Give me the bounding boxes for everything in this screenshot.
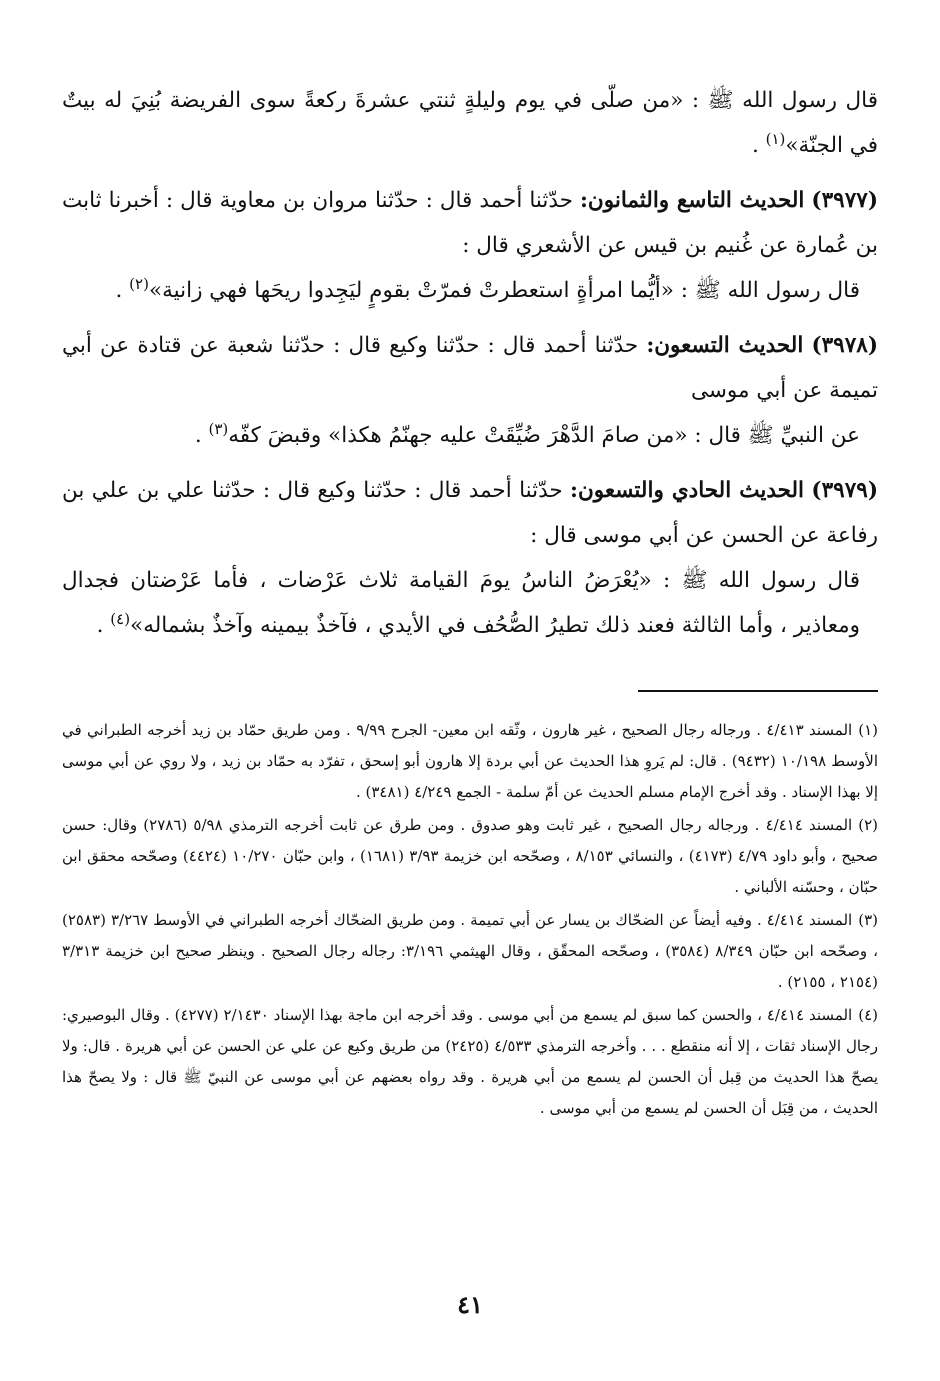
- footnote-2: [62, 810, 878, 903]
- hadith-number: (٣٩٧٧): [811, 188, 878, 213]
- hadith-number: (٣٩٧٨): [811, 333, 879, 358]
- hadith-text: قال رسول الله ﷺ : «أيُّما امرأةٍ استعطرتْ فمرّتْ بقومٍ ليَجِدوا ريحَها فهي زانية»: [148, 278, 860, 303]
- footnote-number: (٢): [858, 816, 879, 834]
- isnad-text: حدّثنا أحمد قال : حدّثنا وكيع قال : حدّثنا شعبة عن قتادة عن أبي تميمة عن أبي موسى: [62, 333, 878, 403]
- footnotes: [62, 715, 878, 1126]
- footnote-text: المسند ٤/٤١٣ . ورجاله رجال الصحيح ، غير هارون ، وثّقه ابن معين- الجرح ٩/٩٩ . ومن طريق حمّاد بن زيد أخرجه الطبراني في الأوسط ١٠/١٩٨ (٩٤٣٢) . قال: لم يَروِ هذا الحديث عن أبي بردة إلا هارون أبو إسحق ، تفرّد به حمّاد بن زيد ، ولا روي عن أبي موسى إلا بهذا الإسناد . وقد أخرج الإمام مسلم الحديث عن أمّ سلمة - الجمع ٤/٢٤٩ (٣٤٨١) .: [62, 721, 879, 801]
- footnote-separator: [638, 690, 878, 692]
- isnad-text: حدّثنا أحمد قال : حدّثنا مروان بن معاوية قال : أخبرنا ثابت بن عُمارة عن غُنيم بن قيس عن الأشعري قال :: [62, 188, 878, 258]
- footnote-ref: (١): [765, 129, 786, 148]
- footnote-number: (٣): [858, 911, 879, 929]
- footnote-1: [62, 715, 878, 808]
- main-text: [62, 78, 878, 648]
- hadith-title: الحديث التاسع والثمانون:: [580, 188, 805, 213]
- hadith-text: عن النبيِّ ﷺ قال : «من صامَ الدَّهْرَ ضُيِّقَتْ عليه جهنّمُ هكذا» وقبضَ كفّه: [228, 423, 860, 448]
- hadith-text-3: عن النبيِّ ﷺ قال : «من صامَ الدَّهْرَ ضُيِّقَتْ عليه جهنّمُ هكذا» وقبضَ كفّه$^{(٣)}$ .: [194, 419, 860, 448]
- book-page: [62, 78, 879, 1319]
- footnote-ref: (٤): [110, 609, 131, 628]
- isnad-text: حدّثنا أحمد قال : حدّثنا وكيع قال : حدّثنا علي بن علي بن رفاعة عن الحسن عن أبي موسى قال :: [62, 478, 878, 548]
- footnote-ref: (٢): [129, 274, 149, 293]
- footnote-number: (١): [858, 721, 878, 739]
- page-number: ٤١: [457, 1290, 483, 1319]
- footnote-text: المسند ٤/٤١٤ . وفيه أيضاً عن الضحّاك بن يسار عن أبي تميمة . ومن طريق الضحّاك أخرجه الطبراني في الأوسط ٣/٢٦٧ (٢٥٨٣) ، وصحّحه ابن حبّان ٨/٣٤٩ (٣٥٨٤) ، وصحّحه المحقّق ، وقال الهيثمي ٣/١٩٦: رجاله رجال الصحيح . وينظر صحيح ابن خزيمة ٣/٣١٣ (٢١٥٤ ، ٢١٥٥) .: [62, 911, 878, 991]
- footnote-4: [62, 1000, 878, 1124]
- hadith-title: الحديث التسعون:: [646, 333, 804, 358]
- footnote-number: (٤): [858, 1006, 879, 1024]
- hadith-text-2: قال رسول الله ﷺ : «أيُّما امرأةٍ استعطرتْ فمرّتْ بقومٍ ليَجِدوا ريحَها فهي زانية»$^{(٢)}$ .: [115, 274, 860, 303]
- hadith-text: قال رسول الله ﷺ : «يُعْرَضُ الناسُ يومَ القيامة ثلاث عَرْضات ، فأما عَرْضتان فجدال ومعاذير ، وأما الثالثة فعند ذلك تطيرُ الصُّحُف في الأيدي ، فآخذٌ بيمينه وآخذٌ بشماله»: [62, 568, 860, 638]
- footnote-text: المسند ٤/٤١٤ . ورجاله رجال الصحيح ، غير ثابت وهو صدوق . ومن طرق عن ثابت أخرجه الترمذي ٥/٩٨ (٢٧٨٦) وقال: حسن صحيح ، وأبو داود ٤/٧٩ (٤١٧٣) ، والنسائي ٨/١٥٣ ، وصحّحه ابن خزيمة ٣/٩٣ (١٦٨١) ، وابن حبّان ١٠/٢٧٠ (٤٤٢٤) وصحّحه محقق ابن حبّان ، وحسّنه الألباني .: [62, 816, 879, 896]
- hadith-text: قال رسول الله ﷺ : «من صلّى في يوم وليلةٍ ثنتي عشرةَ ركعةً سوى الفريضة بُنِيَ له بيتٌ في الجنّة»: [62, 88, 878, 158]
- footnote-3: [62, 905, 878, 998]
- footnote-text: المسند ٤/٤١٤ ، والحسن كما سبق لم يسمع من أبي موسى . وقد أخرجه ابن ماجة بهذا الإسناد ٢/١٤٣٠ (٤٢٧٧) . وقال البوصيري: رجال الإسناد ثقات ، إلا أنه منقطع . . . وأخرجه الترمذي ٤/٥٣٣ (٢٤٢٥) من طريق وكيع عن علي عن الحسن عن أبي هريرة . قال: ولا يصحّ هذا الحديث من قِبل أن الحسن لم يسمع من أبي هريرة . وقد رواه بعضهم عن أبي موسى عن النبيّ ﷺ قال : ولا يصحّ هذا الحديث ، من قِبَل أن الحسن لم يسمع من أبي موسى .: [62, 1006, 878, 1117]
- hadith-header-3979: [62, 468, 878, 558]
- hadith-header-3977: [62, 178, 878, 268]
- hadith-text-1: قال رسول الله ﷺ : «من صلّى في يوم وليلةٍ ثنتي عشرةَ ركعةً سوى الفريضة بُنِيَ له بيتٌ في الجنّة»$^{(١)}$ .: [62, 88, 878, 158]
- hadith-text-4: قال رسول الله ﷺ : «يُعْرَضُ الناسُ يومَ القيامة ثلاث عَرْضات ، فأما عَرْضتان فجدال ومعاذير ، وأما الثالثة فعند ذلك تطيرُ الصُّحُف في الأيدي ، فآخذٌ بيمينه وآخذٌ بشماله»$^{(٤)}$ .: [62, 568, 860, 638]
- hadith-number: (٣٩٧٩): [811, 478, 878, 503]
- footnote-ref: (٣): [208, 419, 229, 438]
- hadith-header-3978: [62, 323, 878, 413]
- hadith-title: الحديث الحادي والتسعون:: [570, 478, 805, 503]
